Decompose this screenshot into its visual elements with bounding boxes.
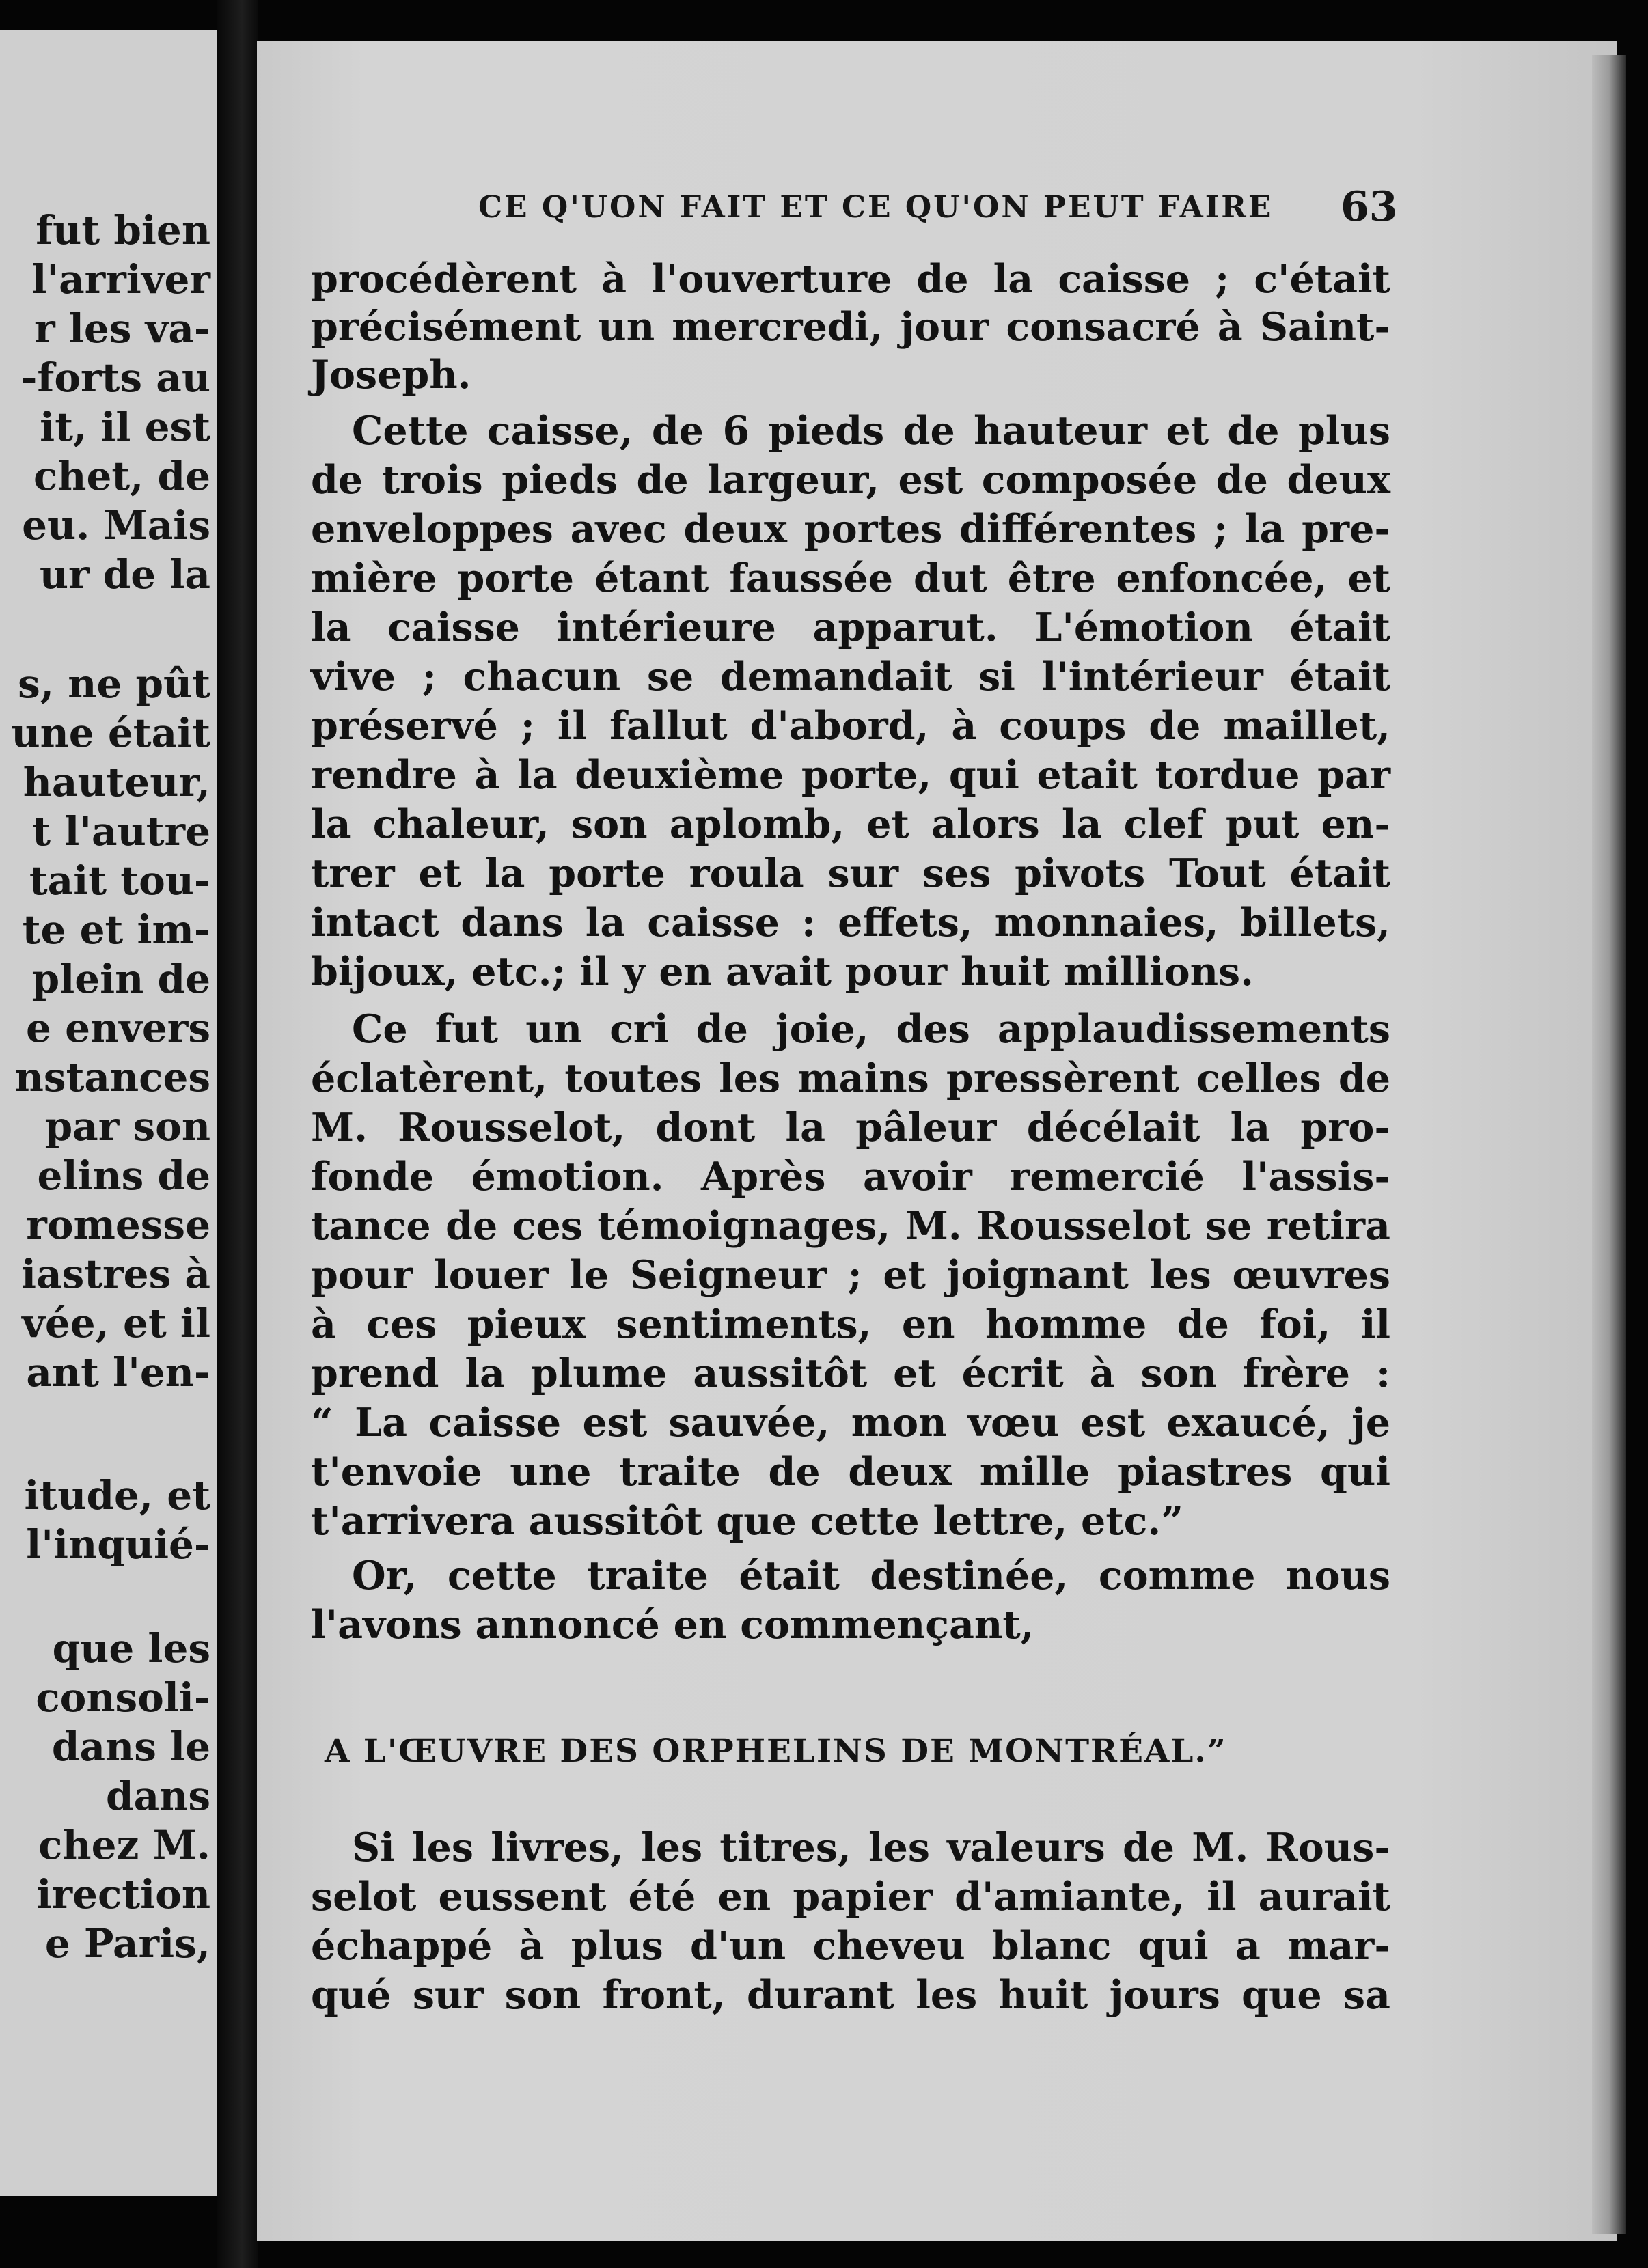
body-line: échappé à plus d'un cheveu blanc qui a mar- xyxy=(311,1923,1390,1969)
body-line: la caisse intérieure apparut. L'émotion était xyxy=(311,605,1390,650)
body-line: prend la plume aussitôt et écrit à son frère : xyxy=(311,1351,1390,1396)
left-page-line: que les xyxy=(52,1625,210,1672)
left-page-line: l'inquié- xyxy=(26,1521,210,1568)
page-edge-shadow xyxy=(1592,55,1626,2234)
left-page-line: r les va- xyxy=(34,305,210,352)
left-page-line: par son xyxy=(44,1103,210,1150)
left-page-line: iastres à xyxy=(21,1251,210,1297)
left-facing-page xyxy=(0,30,221,2196)
body-line: éclatèrent, toutes les mains pressèrent celles de xyxy=(311,1055,1390,1101)
left-page-line: eu. Mais xyxy=(22,502,210,549)
running-head: CE Q'UON FAIT ET CE QU'ON PEUT FAIRE xyxy=(478,190,1274,225)
body-line: la chaleur, son aplomb, et alors la clef put en- xyxy=(311,801,1390,847)
left-page-line: t l'autre xyxy=(32,808,210,855)
body-line: trer et la porte roula sur ses pivots Tout était xyxy=(311,850,1390,896)
book-gutter xyxy=(217,0,258,2268)
left-page-line: plein de xyxy=(31,956,210,1002)
left-page-line: fut bien xyxy=(36,207,210,253)
left-page-line: itude, et xyxy=(24,1472,210,1519)
page-number: 63 xyxy=(1341,183,1398,231)
body-line: mière porte étant faussée dut être enfoncée, et xyxy=(311,555,1390,601)
body-line: t'envoie une traite de deux mille piastres qui xyxy=(311,1449,1390,1495)
body-line: “ La caisse est sauvée, mon vœu est exaucé, je xyxy=(311,1400,1390,1446)
left-page-line: hauteur, xyxy=(23,759,210,805)
left-page-line: l'arriver xyxy=(31,256,210,303)
left-page-line: irection xyxy=(36,1871,210,1918)
body-line: tance de ces témoignages, M. Rousselot se retira xyxy=(311,1203,1390,1249)
left-page-line: ur de la xyxy=(39,551,210,598)
left-page-line: nstances xyxy=(14,1054,210,1101)
body-line: Joseph. xyxy=(311,352,471,398)
left-page-line: it, il est xyxy=(40,404,210,450)
body-line: Si les livres, les titres, les valeurs de M. Rous- xyxy=(352,1825,1390,1870)
body-line: t'arrivera aussitôt que cette lettre, etc.” xyxy=(311,1498,1183,1544)
body-line: M. Rousselot, dont la pâleur décélait la pro- xyxy=(311,1105,1390,1150)
left-page-line: consoli- xyxy=(36,1674,210,1721)
body-line: qué sur son front, durant les huit jours que sa xyxy=(311,1972,1390,2018)
left-page-line: dans xyxy=(106,1773,210,1819)
body-line: Or, cette traite était destinée, comme nous xyxy=(352,1553,1390,1599)
left-page-line: ant l'en- xyxy=(26,1349,210,1396)
body-line: de trois pieds de largeur, est composée de deux xyxy=(311,457,1390,503)
body-line: vive ; chacun se demandait si l'intérieur était xyxy=(311,654,1390,700)
body-line: préservé ; il fallut d'abord, à coups de maillet, xyxy=(311,703,1390,749)
body-line: Cette caisse, de 6 pieds de hauteur et de plus xyxy=(352,408,1390,454)
left-page-line: elins de xyxy=(37,1152,210,1199)
body-line: selot eussent été en papier d'amiante, il aurait xyxy=(311,1874,1390,1920)
left-page-line: romesse xyxy=(26,1202,210,1248)
left-page-line: e envers xyxy=(26,1005,210,1051)
body-line: enveloppes avec deux portes différentes ; la pre- xyxy=(311,506,1390,552)
left-page-line: -forts au xyxy=(20,355,210,401)
body-line: pour louer le Seigneur ; et joignant les œuvres xyxy=(311,1252,1390,1298)
body-line: procédèrent à l'ouverture de la caisse ; c'était xyxy=(311,256,1390,302)
left-page-line: s, ne pût xyxy=(18,661,210,707)
body-line: précisément un mercredi, jour consacré à Saint- xyxy=(311,304,1390,350)
body-line: intact dans la caisse : effets, monnaies, billets, xyxy=(311,900,1390,945)
body-line: rendre à la deuxième porte, qui etait tordue par xyxy=(311,752,1390,798)
body-line: fonde émotion. Après avoir remercié l'assis- xyxy=(311,1154,1390,1200)
left-page-line: e Paris, xyxy=(44,1920,210,1967)
left-page-line: chez M. xyxy=(38,1822,210,1868)
left-page-line: te et im- xyxy=(22,907,210,953)
body-line: l'avons annoncé en commençant, xyxy=(311,1602,1034,1648)
body-line: bijoux, etc.; il y en avait pour huit millions. xyxy=(311,949,1254,995)
section-heading: A L'ŒUVRE DES ORPHELINS DE MONTRÉAL.” xyxy=(325,1732,1227,1770)
body-line: Ce fut un cri de joie, des applaudissements xyxy=(352,1006,1390,1052)
left-page-line: chet, de xyxy=(33,453,210,499)
body-line: à ces pieux sentiments, en homme de foi, il xyxy=(311,1301,1390,1347)
left-page-line: une était xyxy=(11,710,210,756)
left-page-line: tait tou- xyxy=(29,857,210,904)
left-page-line: dans le xyxy=(51,1724,210,1770)
left-page-line: vée, et il xyxy=(22,1300,210,1346)
